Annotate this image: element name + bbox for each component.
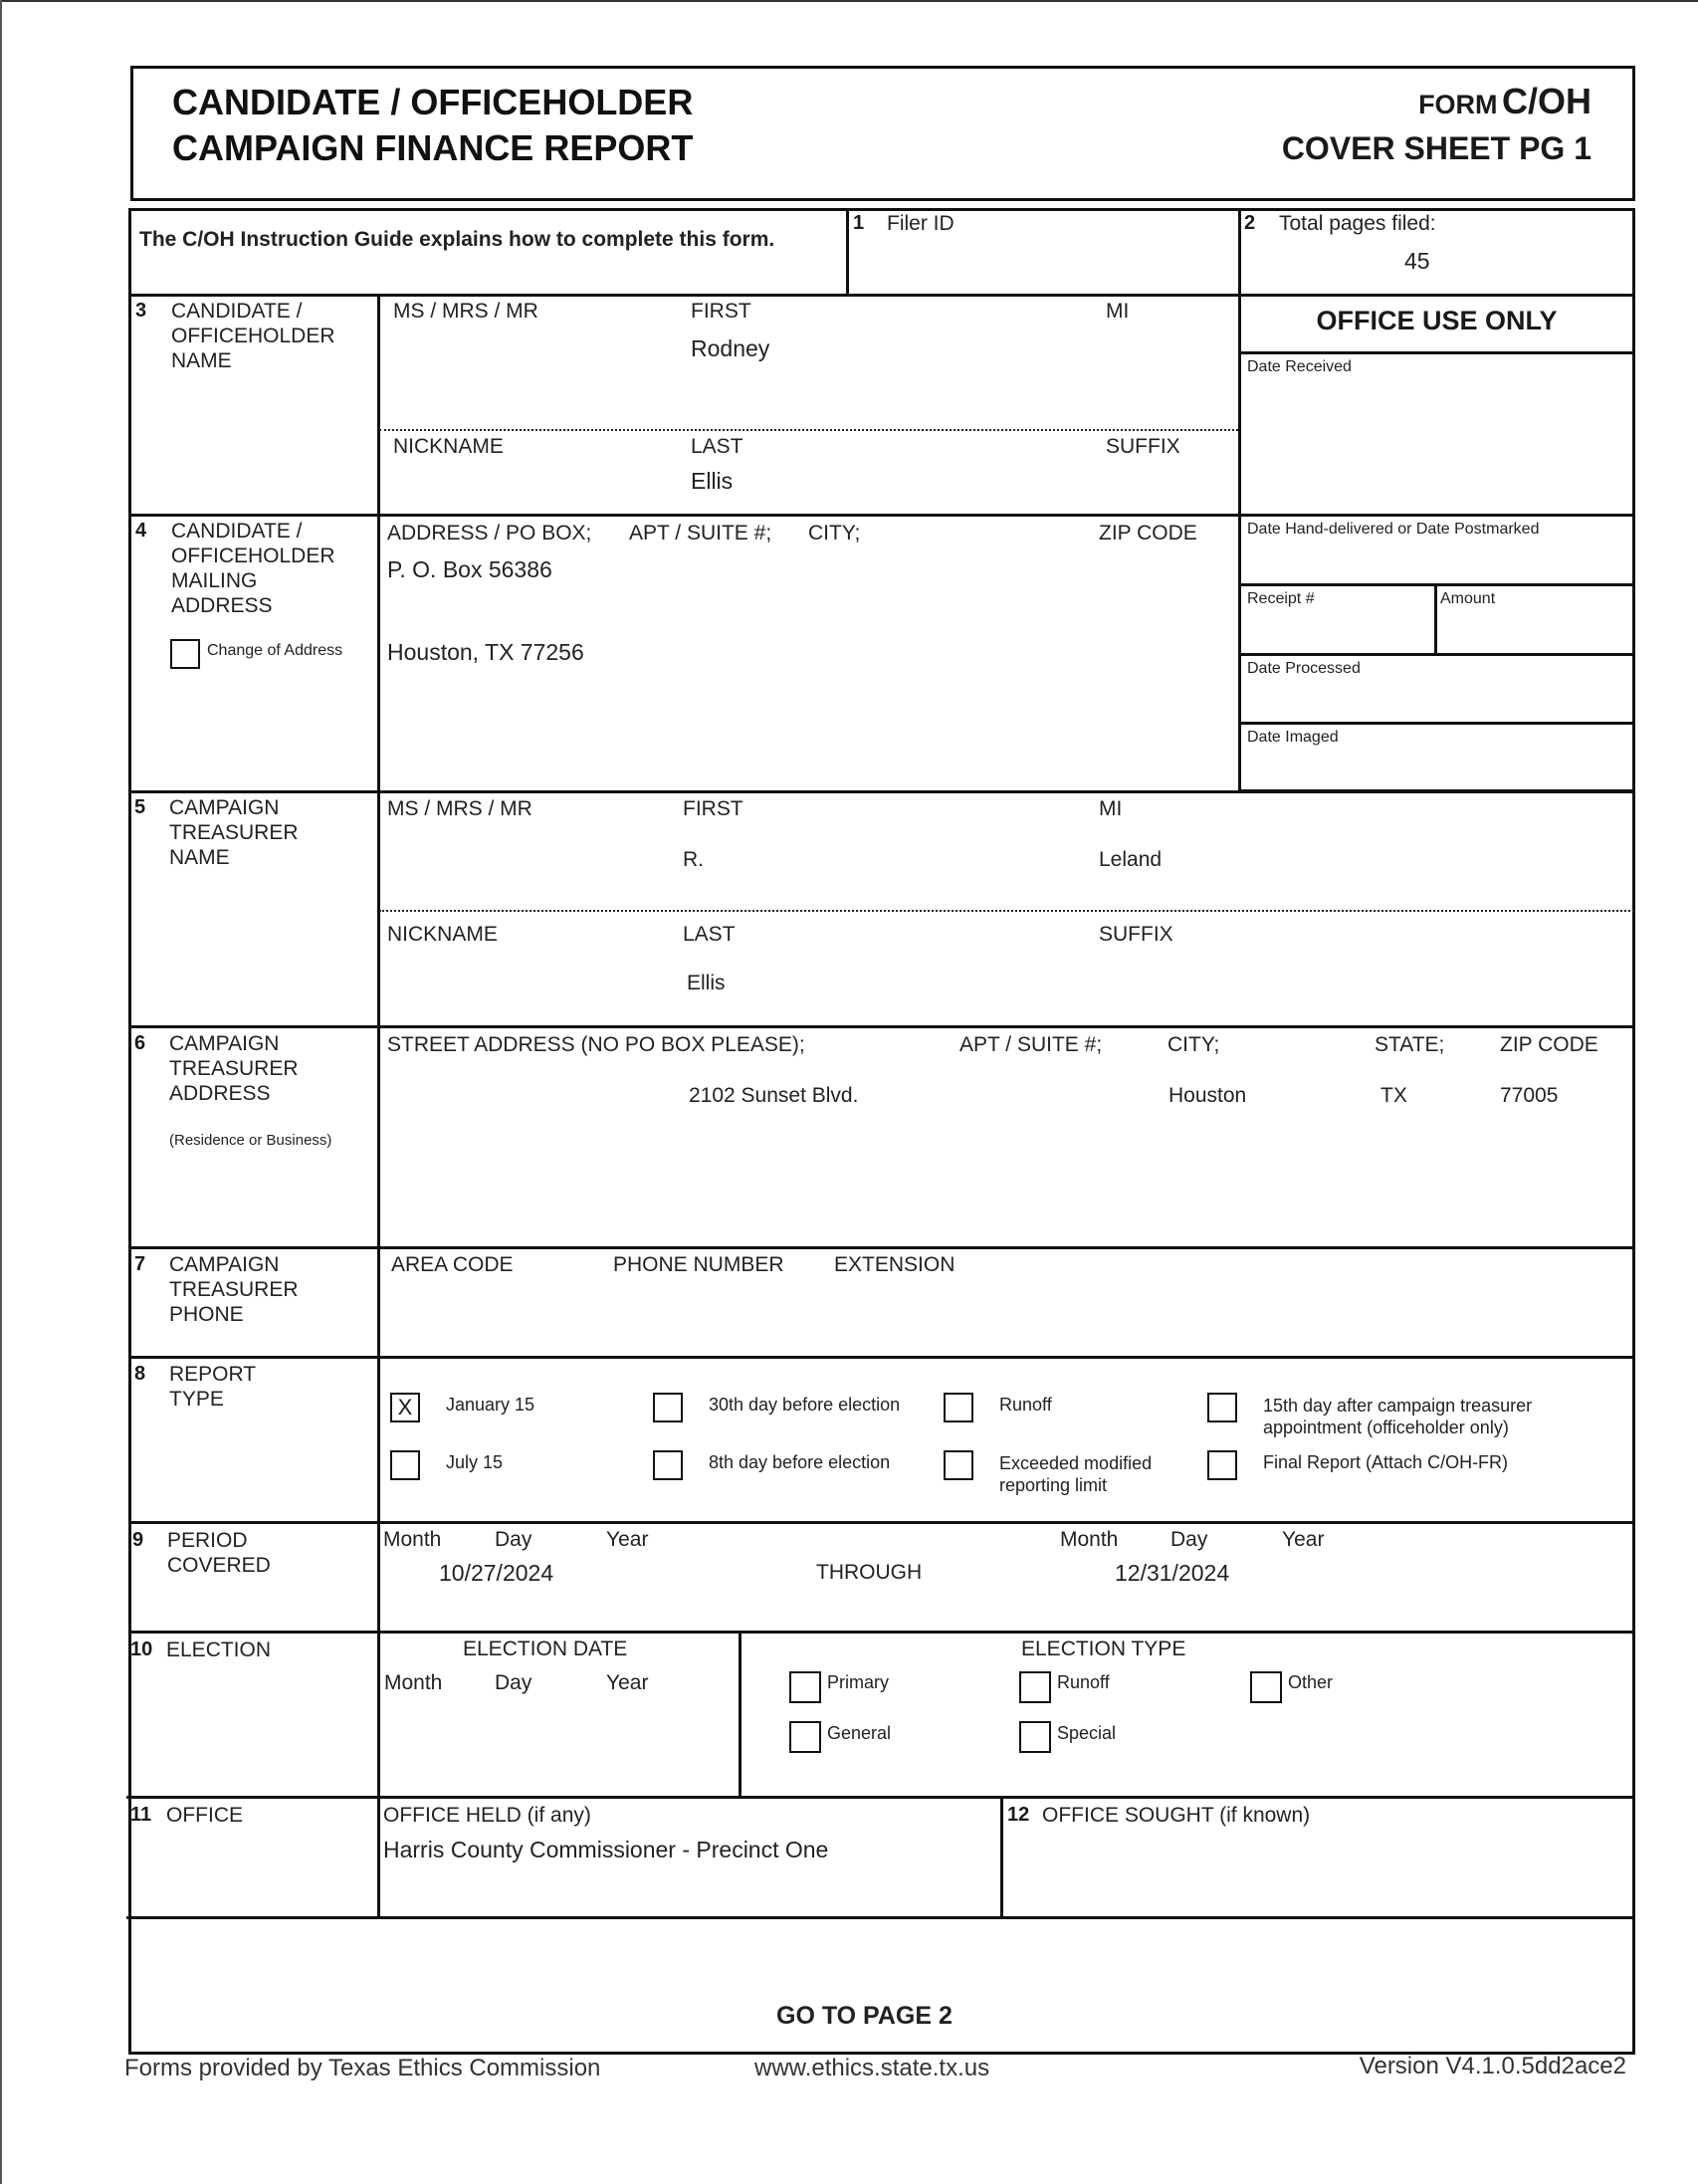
election-year-label: Year: [606, 1671, 649, 1694]
treasurer-nickname-label: NICKNAME: [387, 923, 498, 946]
treasurer-mi-value: Leland: [1099, 848, 1163, 871]
election-type-primary-checkbox[interactable]: [789, 1671, 821, 1703]
treasurer-ms-label: MS / MRS / MR: [387, 797, 532, 820]
report-type-exceeded-label: Exceeded modified reporting limit: [999, 1453, 1153, 1495]
treasurer-last-value: Ellis: [687, 972, 726, 994]
election-type-special-label: Special: [1057, 1723, 1117, 1743]
total-pages-number: 2: [1244, 212, 1256, 234]
office-use-title: OFFICE USE ONLY: [1316, 306, 1558, 335]
treasurer-state-value: TX: [1380, 1084, 1407, 1107]
date-processed-label: Date Processed: [1247, 660, 1361, 677]
election-type-other-checkbox[interactable]: [1250, 1671, 1282, 1703]
report-type-final-label: Final Report (Attach C/OH-FR): [1263, 1452, 1509, 1472]
election-day-label: Day: [495, 1671, 532, 1694]
election-type-title: ELECTION TYPE: [1021, 1638, 1186, 1660]
date-received-label: Date Received: [1247, 358, 1352, 375]
section4-number: 4: [135, 520, 147, 542]
treasurer-suffix-label: SUFFIX: [1099, 923, 1173, 946]
mailing-apt-label: APT / SUITE #;: [629, 522, 772, 545]
section4-label: CANDIDATE / OFFICEHOLDER MAILING ADDRESS: [171, 520, 335, 617]
report-type-july15-checkbox[interactable]: [390, 1450, 420, 1480]
filer-id-number: 1: [853, 212, 865, 234]
date-imaged-label: Date Imaged: [1247, 729, 1339, 746]
treasurer-first-label: FIRST: [683, 797, 743, 820]
candidate-last-label: LAST: [691, 435, 743, 458]
period-to-year-label: Year: [1282, 1528, 1325, 1551]
period-from-month-label: Month: [383, 1528, 442, 1551]
report-type-july15-label: July 15: [446, 1452, 504, 1472]
section7-label: CAMPAIGN TREASURER PHONE: [169, 1253, 299, 1326]
change-of-address-checkbox[interactable]: [170, 639, 200, 669]
form-word: FORM: [1418, 90, 1498, 119]
form-code-value: C/OH: [1502, 81, 1592, 121]
section5-number: 5: [134, 796, 146, 818]
mailing-address-label: ADDRESS / PO BOX;: [387, 522, 592, 545]
report-type-january15-label: January 15: [446, 1395, 535, 1415]
election-type-special-checkbox[interactable]: [1019, 1721, 1051, 1753]
section11-label: OFFICE: [166, 1804, 243, 1827]
phone-area-code-label: AREA CODE: [391, 1253, 514, 1276]
treasurer-mi-label: MI: [1099, 797, 1123, 820]
period-to-day-label: Day: [1170, 1528, 1208, 1551]
section10-label: ELECTION: [166, 1638, 272, 1661]
treasurer-zip-label: ZIP CODE: [1500, 1033, 1598, 1056]
report-type-15th-day-label: 15th day after campaign treasurer appointment (officeholder only): [1263, 1396, 1533, 1437]
section8-number: 8: [134, 1363, 146, 1385]
treasurer-last-label: LAST: [683, 923, 736, 946]
section10-number: 10: [130, 1638, 153, 1660]
office-held-label: OFFICE HELD (if any): [383, 1804, 591, 1827]
section5-label: CAMPAIGN TREASURER NAME: [169, 796, 299, 869]
election-type-general-checkbox[interactable]: [789, 1721, 821, 1753]
treasurer-apt-label: APT / SUITE #;: [959, 1033, 1103, 1056]
period-to-value: 12/31/2024: [1115, 1560, 1230, 1586]
election-type-general-label: General: [827, 1723, 892, 1743]
section6-label: CAMPAIGN TREASURER ADDRESS: [169, 1032, 299, 1105]
form-title-line2: CAMPAIGN FINANCE REPORT: [172, 127, 694, 168]
candidate-nickname-label: NICKNAME: [393, 435, 504, 458]
section3-number: 3: [135, 300, 147, 322]
report-type-8th-day-label: 8th day before election: [709, 1452, 891, 1472]
report-type-30th-day-label: 30th day before election: [709, 1395, 901, 1415]
treasurer-city-label: CITY;: [1167, 1033, 1220, 1056]
receipt-label: Receipt #: [1247, 590, 1315, 607]
footer-website: www.ethics.state.tx.us: [754, 2055, 990, 2081]
candidate-mi-label: MI: [1106, 300, 1130, 323]
change-of-address-label: Change of Address: [207, 642, 343, 659]
mailing-zip-label: ZIP CODE: [1099, 522, 1197, 545]
treasurer-city-value: Houston: [1168, 1084, 1247, 1107]
footer-provider: Forms provided by Texas Ethics Commission: [124, 2055, 601, 2081]
amount-label: Amount: [1440, 590, 1496, 607]
section11-number: 11: [130, 1804, 152, 1826]
form-code: [1418, 81, 1592, 122]
report-type-8th-day-checkbox[interactable]: [653, 1450, 683, 1480]
treasurer-street-value: 2102 Sunset Blvd.: [689, 1084, 859, 1107]
period-to-month-label: Month: [1060, 1528, 1119, 1551]
report-type-30th-day-checkbox[interactable]: [653, 1393, 683, 1422]
section9-number: 9: [132, 1529, 144, 1551]
office-held-value: Harris County Commissioner - Precinct One: [383, 1837, 829, 1862]
cover-sheet-label: COVER SHEET PG 1: [1281, 130, 1592, 166]
treasurer-first-value: R.: [683, 848, 704, 871]
mailing-address-line2: Houston, TX 77256: [387, 639, 584, 665]
report-type-15th-day-checkbox[interactable]: [1207, 1393, 1237, 1422]
section8-label: REPORT TYPE: [169, 1363, 257, 1411]
treasurer-zip-value: 77005: [1500, 1084, 1559, 1107]
candidate-first-label: FIRST: [691, 300, 751, 323]
section3-label: CANDIDATE / OFFICEHOLDER NAME: [171, 300, 335, 372]
mailing-city-label: CITY;: [808, 522, 861, 545]
treasurer-street-label: STREET ADDRESS (NO PO BOX PLEASE);: [387, 1033, 805, 1056]
section6-note: (Residence or Business): [169, 1132, 332, 1149]
report-type-final-checkbox[interactable]: [1207, 1450, 1237, 1480]
report-type-january15-checkbox[interactable]: X: [390, 1393, 420, 1422]
election-month-label: Month: [384, 1671, 443, 1694]
election-type-runoff-label: Runoff: [1057, 1672, 1110, 1692]
candidate-ms-label: MS / MRS / MR: [393, 300, 538, 323]
period-from-day-label: Day: [495, 1528, 532, 1551]
treasurer-state-label: STATE;: [1375, 1033, 1445, 1056]
candidate-last-value: Ellis: [691, 468, 734, 494]
period-through-label: THROUGH: [816, 1561, 923, 1584]
election-type-runoff-checkbox[interactable]: [1019, 1671, 1051, 1703]
phone-extension-label: EXTENSION: [834, 1253, 955, 1276]
filer-id-label: Filer ID: [887, 212, 955, 235]
mailing-address-line1: P. O. Box 56386: [387, 556, 552, 582]
election-date-title: ELECTION DATE: [463, 1638, 628, 1660]
total-pages-label: Total pages filed:: [1279, 212, 1436, 235]
election-type-primary-label: Primary: [827, 1672, 889, 1692]
section7-number: 7: [134, 1253, 146, 1275]
candidate-suffix-label: SUFFIX: [1106, 435, 1180, 458]
period-from-value: 10/27/2024: [439, 1560, 554, 1586]
form-title-line1: CANDIDATE / OFFICEHOLDER: [172, 82, 694, 122]
date-hand-delivered-label: Date Hand-delivered or Date Postmarked: [1247, 521, 1540, 538]
total-pages-value: 45: [1404, 248, 1430, 274]
report-type-runoff-label: Runoff: [999, 1395, 1052, 1415]
report-type-runoff-checkbox[interactable]: [944, 1393, 973, 1422]
section9-label: PERIOD COVERED: [167, 1529, 271, 1577]
instructions-text: The C/OH Instruction Guide explains how to complete this form.: [139, 228, 775, 251]
election-type-other-label: Other: [1288, 1672, 1334, 1692]
candidate-first-value: Rodney: [691, 335, 770, 361]
period-from-year-label: Year: [606, 1528, 649, 1551]
section12-number: 12: [1007, 1804, 1030, 1826]
office-sought-label: OFFICE SOUGHT (if known): [1042, 1804, 1311, 1827]
phone-number-label: PHONE NUMBER: [613, 1253, 784, 1276]
report-type-exceeded-checkbox[interactable]: [944, 1450, 973, 1480]
go-to-page-2: GO TO PAGE 2: [776, 2002, 953, 2030]
section6-number: 6: [134, 1032, 146, 1054]
footer-version: Version V4.1.0.5dd2ace2: [1359, 2053, 1626, 2079]
